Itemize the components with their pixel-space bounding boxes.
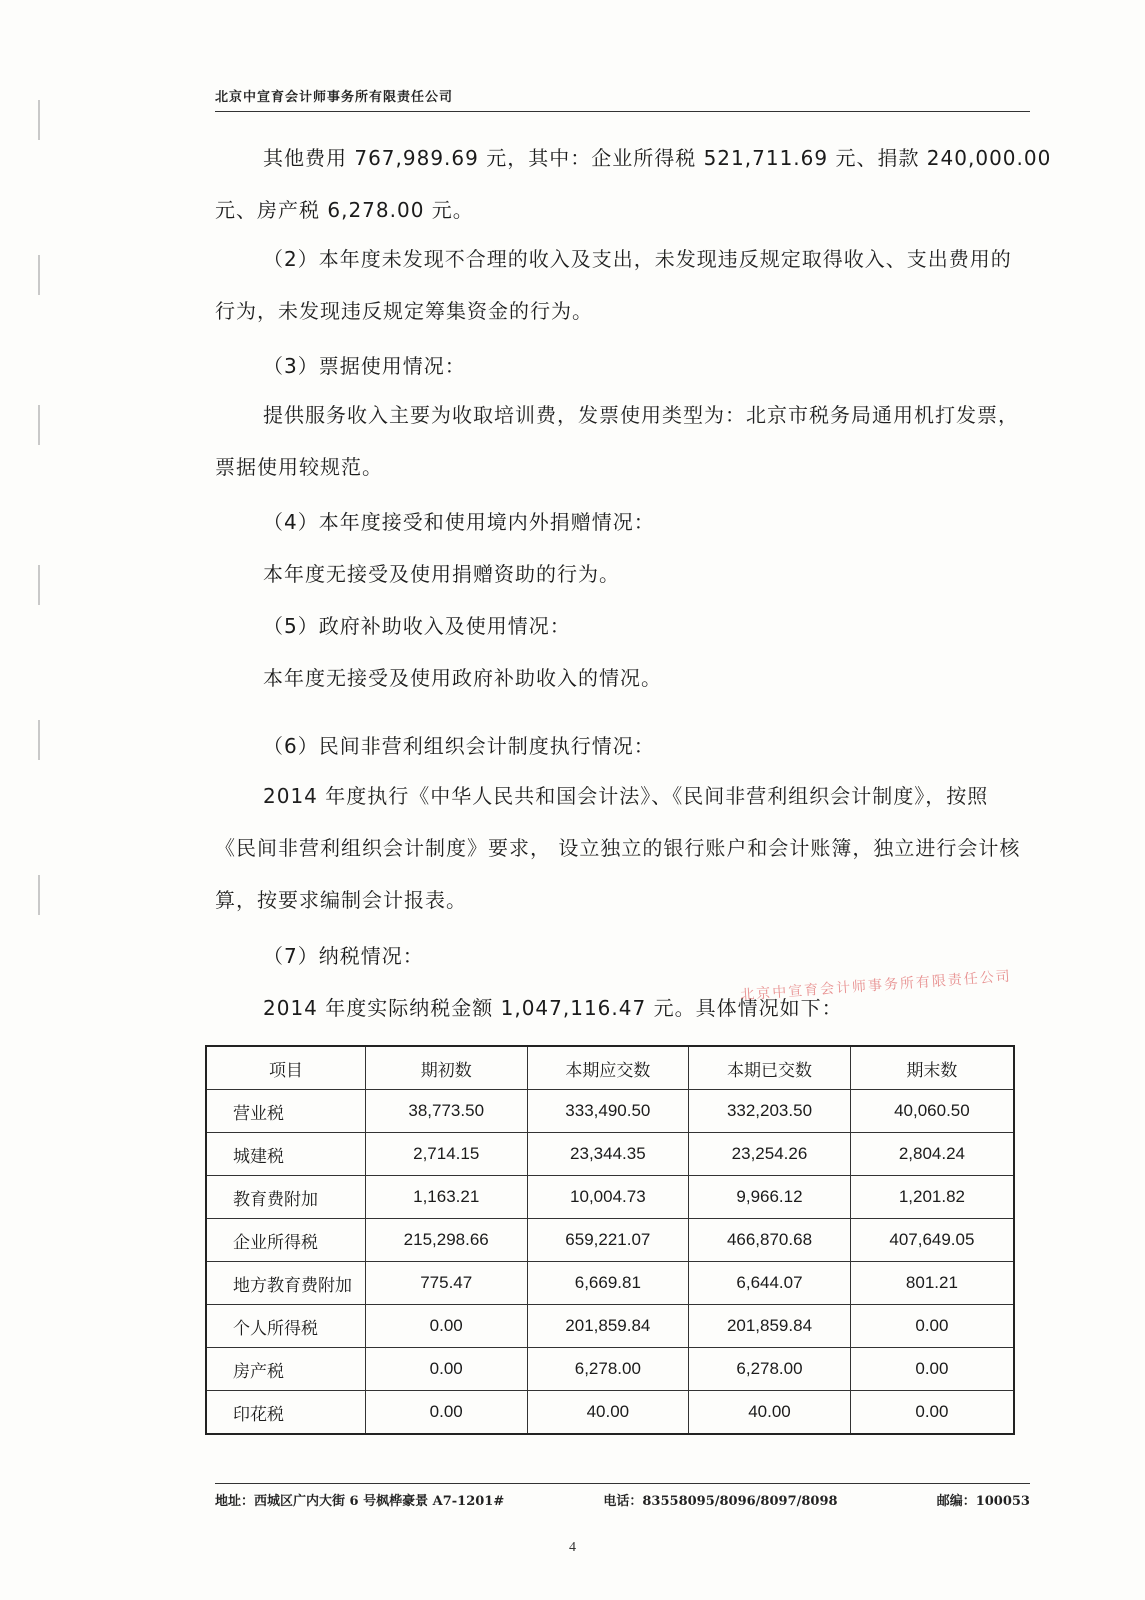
table-cell: 201,859.84 — [689, 1305, 851, 1348]
section-title-donations: （4）本年度接受和使用境内外捐赠情况： — [263, 510, 655, 534]
table-cell: 659,221.07 — [527, 1219, 689, 1262]
paragraph-donations: 本年度无接受及使用捐赠资助的行为。 — [263, 562, 620, 586]
table-cell: 2,804.24 — [850, 1133, 1014, 1176]
binder-hole-mark — [38, 875, 52, 915]
table-cell: 0.00 — [365, 1348, 527, 1391]
table-row — [206, 1176, 1014, 1219]
table-cell: 466,870.68 — [689, 1219, 851, 1262]
table-cell: 40.00 — [527, 1391, 689, 1435]
table-cell: 1,163.21 — [365, 1176, 527, 1219]
table-cell: 23,254.26 — [689, 1133, 851, 1176]
binder-hole-mark — [38, 565, 52, 605]
table-cell: 地方教育费附加 — [206, 1262, 365, 1305]
table-cell: 6,669.81 — [527, 1262, 689, 1305]
binder-hole-mark — [38, 255, 52, 295]
paragraph-government-subsidy: 本年度无接受及使用政府补助收入的情况。 — [263, 666, 662, 690]
table-row — [206, 1262, 1014, 1305]
table-cell: 营业税 — [206, 1090, 365, 1133]
table-cell: 23,344.35 — [527, 1133, 689, 1176]
table-cell: 332,203.50 — [689, 1090, 851, 1133]
paragraph-other-expenses-line2: 元、房产税 6,278.00 元。 — [215, 198, 474, 222]
table-cell: 6,644.07 — [689, 1262, 851, 1305]
table-cell: 0.00 — [850, 1305, 1014, 1348]
column-header: 期末数 — [850, 1046, 1014, 1090]
footer — [215, 1483, 1030, 1509]
table-cell: 215,298.66 — [365, 1219, 527, 1262]
table-cell: 801.21 — [850, 1262, 1014, 1305]
table-row — [206, 1391, 1014, 1435]
letterhead: 北京中宣育会计师事务所有限责任公司 — [215, 86, 1030, 112]
table-row — [206, 1305, 1014, 1348]
paragraph-accounting-system: 2014 年度执行《中华人民共和国会计法》、《民间非营利组织会计制度》，按照《民间非营利组织会计制度》要求， 设立独立的银行账户和会计账簿，独立进行会计核算，按要求编制会计报表。 — [215, 784, 1021, 912]
binder-hole-mark — [38, 720, 52, 760]
table-cell: 教育费附加 — [206, 1176, 365, 1219]
table-cell: 2,714.15 — [365, 1133, 527, 1176]
section-title-tax-payment: （7）纳税情况： — [263, 944, 424, 968]
table-cell: 6,278.00 — [689, 1348, 851, 1391]
table-row — [206, 1090, 1014, 1133]
table-cell: 企业所得税 — [206, 1219, 365, 1262]
binder-hole-mark — [38, 100, 52, 140]
table-cell: 个人所得税 — [206, 1305, 365, 1348]
paragraph-invoice-usage: 提供服务收入主要为收取培训费，发票使用类型为：北京市税务局通用机打发票，票据使用较规范。 — [215, 403, 1019, 479]
table-cell: 0.00 — [850, 1348, 1014, 1391]
table-cell: 0.00 — [850, 1391, 1014, 1435]
binder-hole-mark — [38, 405, 52, 445]
table-cell: 10,004.73 — [527, 1176, 689, 1219]
table-header-row — [206, 1046, 1014, 1090]
table-cell: 0.00 — [365, 1305, 527, 1348]
table-cell: 0.00 — [365, 1391, 527, 1435]
footer-address: 地址：西城区广内大街 6 号枫桦豪景 A7-1201# — [215, 1494, 505, 1509]
table-cell: 333,490.50 — [527, 1090, 689, 1133]
table-row — [206, 1348, 1014, 1391]
tax-table — [205, 1045, 1015, 1435]
table-cell: 1,201.82 — [850, 1176, 1014, 1219]
table-cell: 38,773.50 — [365, 1090, 527, 1133]
table-cell: 9,966.12 — [689, 1176, 851, 1219]
table-cell: 房产税 — [206, 1348, 365, 1391]
footer-phone: 电话：83558095/8096/8097/8098 — [603, 1494, 838, 1509]
section-title-government-subsidy: （5）政府补助收入及使用情况： — [263, 614, 571, 638]
paragraph-tax-payment: 2014 年度实际纳税金额 1,047,116.47 元。具体情况如下： — [263, 996, 843, 1020]
table-row — [206, 1133, 1014, 1176]
page-number: 4 — [569, 1540, 576, 1555]
footer-postcode: 邮编：100053 — [936, 1494, 1030, 1509]
table-cell: 印花税 — [206, 1391, 365, 1435]
table-cell: 城建税 — [206, 1133, 365, 1176]
column-header: 期初数 — [365, 1046, 527, 1090]
paragraph-other-expenses-line1: 其他费用 767,989.69 元，其中：企业所得税 521,711.69 元、捐款 240,000.00 — [263, 146, 1052, 170]
column-header: 本期应交数 — [527, 1046, 689, 1090]
table-cell: 407,649.05 — [850, 1219, 1014, 1262]
table-cell: 201,859.84 — [527, 1305, 689, 1348]
section-title-accounting-system: （6）民间非营利组织会计制度执行情况： — [263, 734, 655, 758]
company-seal-stamp: 北京中宣育会计师事务所有限责任公司 — [739, 968, 1013, 1004]
table-cell: 40.00 — [689, 1391, 851, 1435]
table-cell: 775.47 — [365, 1262, 527, 1305]
table-cell: 40,060.50 — [850, 1090, 1014, 1133]
section-title-invoice-usage: （3）票据使用情况： — [263, 354, 466, 378]
table-row — [206, 1219, 1014, 1262]
column-header: 本期已交数 — [689, 1046, 851, 1090]
table-cell: 6,278.00 — [527, 1348, 689, 1391]
paragraph-income-expense-compliance: （2）本年度未发现不合理的收入及支出，未发现违反规定取得收入、支出费用的行为，未发现违反规定筹集资金的行为。 — [215, 247, 1012, 323]
column-header: 项目 — [206, 1046, 365, 1090]
